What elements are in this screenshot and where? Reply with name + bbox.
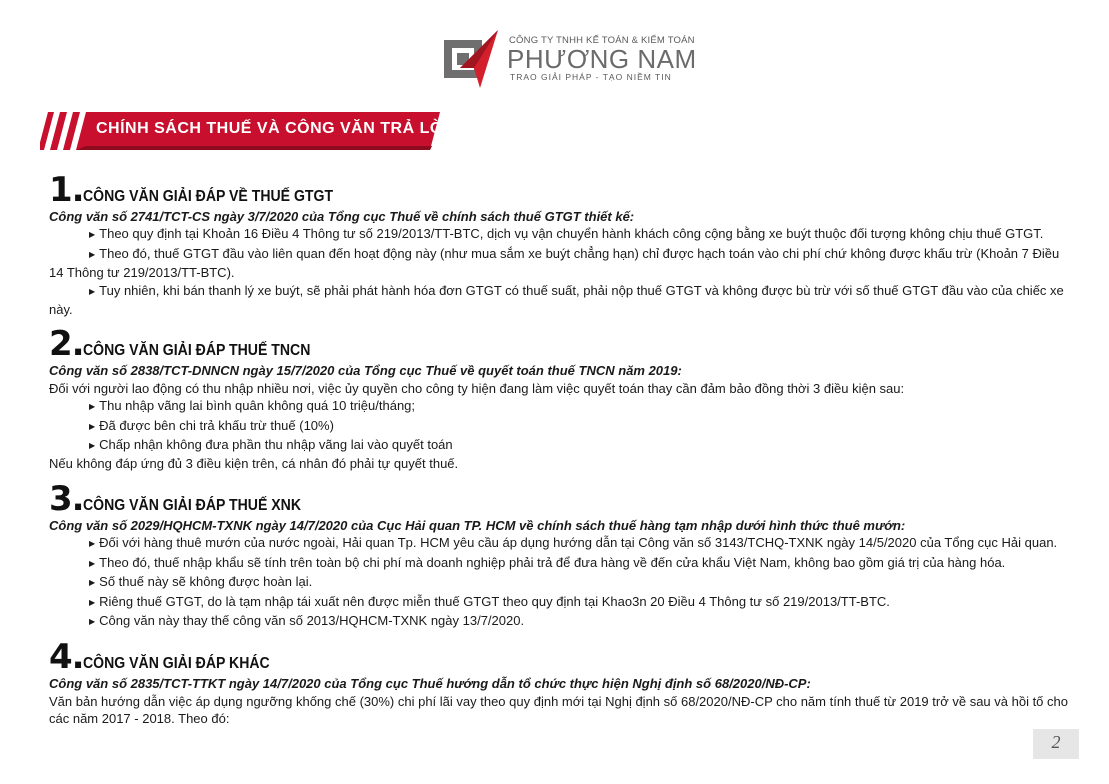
section-title: CÔNG VĂN GIẢI ĐÁP THUẾ TNCN (83, 342, 311, 360)
list-item: ▶ Công văn này thay thế công văn số 2013/HQHCM-TXNK ngày 13/7/2020. (89, 612, 525, 628)
list-item: ▶ Số thuế này sẽ không được hoàn lại. (89, 574, 313, 590)
bullet-triangle-icon: ▶ (89, 597, 96, 607)
section-number: 1. (49, 170, 84, 210)
section-heading (49, 324, 1069, 365)
section-title: CÔNG VĂN GIẢI ĐÁP THUẾ XNK (83, 496, 302, 514)
list-item: ▶ Chấp nhận không đưa phần thu nhập vãng lai vào quyết toán (89, 437, 453, 453)
section-heading (49, 170, 1069, 208)
bullet-triangle-icon: ▶ (89, 441, 96, 451)
bullet-triangle-icon: ▶ (89, 286, 96, 296)
bullet-triangle-icon: ▶ (89, 230, 96, 240)
paragraph: Nếu không đáp ứng đủ 3 điều kiện trên, cá nhân đó phải tự quyết thuế. (49, 456, 459, 472)
bullet-triangle-icon: ▶ (89, 402, 96, 412)
header (0, 0, 1109, 100)
bullet-triangle-icon: ▶ (89, 578, 96, 588)
bullet-triangle-icon: ▶ (89, 539, 96, 549)
bullet-triangle-icon: ▶ (89, 558, 96, 568)
phuong-nam-logo-icon (440, 28, 500, 92)
bullet-triangle-icon: ▶ (89, 421, 96, 431)
company-subtitle: CÔNG TY TNHH KẾ TOÁN & KIỂM TOÁN (509, 35, 695, 46)
reference-line: Công văn số 2741/TCT-CS ngày 3/7/2020 của Tổng cục Thuế về chính sách thuế GTGT thiết kế: (49, 209, 635, 224)
list-item: ▶ Đối với hàng thuê mướn của nước ngoài, Hải quan Tp. HCM yêu cầu áp dụng hướng dẫn tại Công văn số 3143/TCHQ-TXNK ngày 14/5/2020 của Tổng cục Hải quan. (89, 535, 1058, 551)
reference-line: Công văn số 2029/HQHCM-TXNK ngày 14/7/2020 của Cục Hải quan TP. HCM về chính sách thuế hàng tạm nhập dưới hình thức thuê mướn: (49, 517, 906, 533)
list-item: ▶ Thu nhập vãng lai bình quân không quá 10 triệu/tháng; (89, 398, 416, 414)
bullet-triangle-icon: ▶ (89, 616, 96, 626)
section-heading (49, 479, 1069, 517)
document-body (49, 170, 1069, 728)
list-item: ▶ Tuy nhiên, khi bán thanh lý xe buýt, sẽ phải phát hành hóa đơn GTGT có thuế suất, phải nộp thuế GTGT và không được bù trừ với số thuế GTGT đầu vào của chiếc xe này. (49, 282, 1064, 318)
company-slogan: TRAO GIẢI PHÁP - TẠO NIỀM TIN (510, 72, 672, 82)
list-item: ▶ Theo đó, thuế GTGT đầu vào liên quan đến hoạt động này (như mua sắm xe buýt chẳng hạn) chỉ được hạch toán vào chi phí chứ không được khấu trừ (Khoản 7 Điều 14 Thông tư 219/2013/TT-BTC). (49, 245, 1060, 281)
list-item: ▶ Riêng thuế GTGT, do là tạm nhập tái xuất nên được miễn thuế GTGT theo quy định tại Khao3n 20 Điều 4 Thông tư số 219/2013/TT-BTC. (89, 593, 890, 609)
banner-title: CHÍNH SÁCH THUẾ VÀ CÔNG VĂN TRẢ LỜI (96, 120, 449, 137)
section-number: 4. (49, 637, 84, 678)
list-item: ▶ Đã được bên chi trả khấu trừ thuế (10%) (89, 417, 334, 433)
reference-line: Công văn số 2835/TCT-TTKT ngày 14/7/2020 của Tổng cục Thuế hướng dẫn tổ chức thực hiện Nghị định số 68/2020/NĐ-CP: (49, 676, 811, 692)
section-number: 3. (49, 478, 84, 519)
page-number: 2 (1051, 732, 1061, 752)
section-heading (49, 637, 1069, 678)
section-number: 2. (49, 324, 84, 365)
section-title: CÔNG VĂN GIẢI ĐÁP VỀ THUẾ GTGT (83, 188, 334, 205)
list-item: ▶ Theo quy định tại Khoản 16 Điều 4 Thông tư số 219/2013/TT-BTC, dịch vụ vận chuyển hành khách công cộng bằng xe buýt thuộc đối tượng không chịu thuế GTGT. (89, 226, 1044, 242)
section-title: CÔNG VĂN GIẢI ĐÁP KHÁC (83, 655, 270, 673)
paragraph: Văn bản hướng dẫn việc áp dụng ngưỡng khống chế (30%) chi phí lãi vay theo quy định mới tại Nghị định số 68/2020/NĐ-CP cho năm tính thuế từ 2019 trở về sau và hồi tố cho các năm 2017 - 2018. Theo đó: (49, 693, 1068, 727)
bullet-triangle-icon: ▶ (89, 249, 96, 259)
reference-line: Công văn số 2838/TCT-DNNCN ngày 15/7/2020 của Tổng cục Thuế về quyết toán thuế TNCN năm 2019: (49, 363, 682, 379)
paragraph: Đối với người lao động có thu nhập nhiều nơi, việc ủy quyền cho công ty hiện đang làm việc quyết toán thay cần đảm bảo đồng thời 3 điều kiện sau: (49, 380, 905, 396)
company-name: PHƯƠNG NAM (507, 44, 697, 74)
list-item: ▶ Theo đó, thuế nhập khẩu sẽ tính trên toàn bộ chi phí mà doanh nghiệp phải trả để đưa hàng về đến cửa khẩu Việt Nam, không bao gồm giá trị của hàng hóa. (89, 554, 1006, 570)
